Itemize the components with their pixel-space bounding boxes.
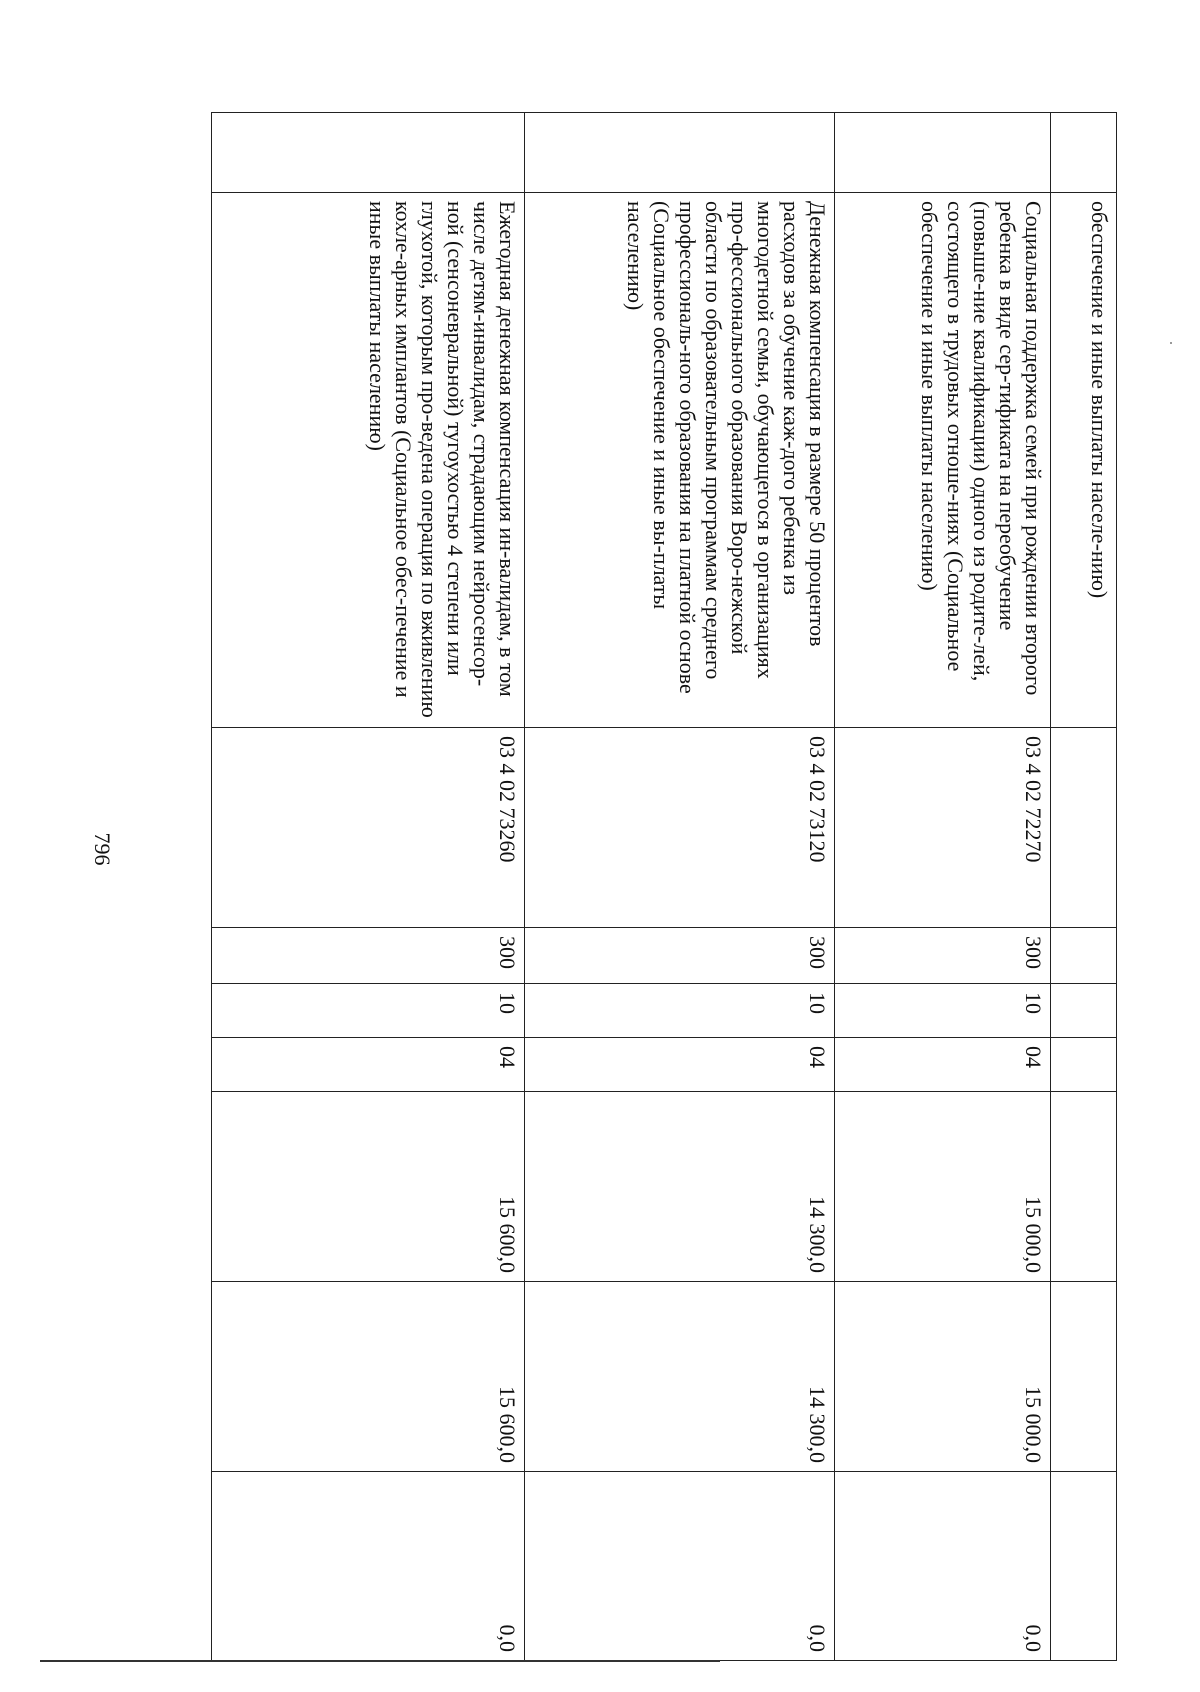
cell-amount2: 14 300,0 <box>525 1282 835 1472</box>
cell-csr: 03 4 02 73260 <box>212 728 525 928</box>
table-row <box>525 113 835 1661</box>
cell-description: обеспечение и иные выплаты населе-нию) <box>1051 193 1117 728</box>
cell-description: Денежная компенсация в размере 50 процентов расходов за обучение каж-дого ребенка из многодетной семьи, обучающегося в организациях про-фессионального образования Воро-нежской области по образовательным программам среднего профессиональ-ного образования на платной основе (Социальное обеспечение и иные вы-платы населению) <box>525 193 835 728</box>
page-number: 796 <box>90 832 115 866</box>
cell-csr <box>1051 728 1117 928</box>
budget-table <box>211 112 1117 1661</box>
cell-amount2: 15 600,0 <box>212 1282 525 1472</box>
cell-pr <box>1051 1038 1117 1092</box>
cell-vr <box>1051 928 1117 984</box>
cell-rz: 10 <box>525 984 835 1038</box>
cell-pr: 04 <box>835 1038 1051 1092</box>
cell-pr: 04 <box>212 1038 525 1092</box>
table-row <box>212 113 525 1661</box>
page-number-wrap <box>82 829 122 869</box>
cell-amount3: 0,0 <box>525 1472 835 1661</box>
cell-amount2 <box>1051 1282 1117 1472</box>
cell-amount3 <box>1051 1472 1117 1661</box>
budget-table-rotated <box>212 112 1117 1660</box>
cell-amount3: 0,0 <box>212 1472 525 1661</box>
table-row-continuation <box>1051 113 1117 1661</box>
cell-amount1: 15 600,0 <box>212 1092 525 1282</box>
cell-amount1 <box>1051 1092 1117 1282</box>
cell-description: Социальная поддержка семей при рождении второго ребенка в виде сер-тификата на переобучение (повыше-ние квалификации) одного из родите-лей, состоящего в трудовых отноше-ниях (Социальное обеспечение и иные выплаты населению) <box>835 193 1051 728</box>
cell-amount1: 14 300,0 <box>525 1092 835 1282</box>
cell-index <box>525 113 835 193</box>
cell-csr: 03 4 02 72270 <box>835 728 1051 928</box>
cell-vr: 300 <box>835 928 1051 984</box>
table-row <box>835 113 1051 1661</box>
cell-rz <box>1051 984 1117 1038</box>
cell-csr: 03 4 02 73120 <box>525 728 835 928</box>
cell-amount2: 15 000,0 <box>835 1282 1051 1472</box>
cell-pr: 04 <box>525 1038 835 1092</box>
cell-amount3: 0,0 <box>835 1472 1051 1661</box>
cell-rz: 10 <box>835 984 1051 1038</box>
cell-index <box>212 113 525 193</box>
scan-edge-line <box>40 1660 720 1662</box>
scan-speck <box>1170 342 1172 344</box>
cell-rz: 10 <box>212 984 525 1038</box>
cell-description: Ежегодная денежная компенсация ин-валидам, в том числе детям-инвалидам, страдающим нейросенсор-ной (сенсоневральной) тугоухостью 4 степени или глухотой, которым про-ведена операция по вживлению кохле-арных имплантов (Социальное обес-печение и иные выплаты населению) <box>212 193 525 728</box>
cell-vr: 300 <box>212 928 525 984</box>
cell-index <box>1051 113 1117 193</box>
cell-amount1: 15 000,0 <box>835 1092 1051 1282</box>
cell-vr: 300 <box>525 928 835 984</box>
cell-index <box>835 113 1051 193</box>
